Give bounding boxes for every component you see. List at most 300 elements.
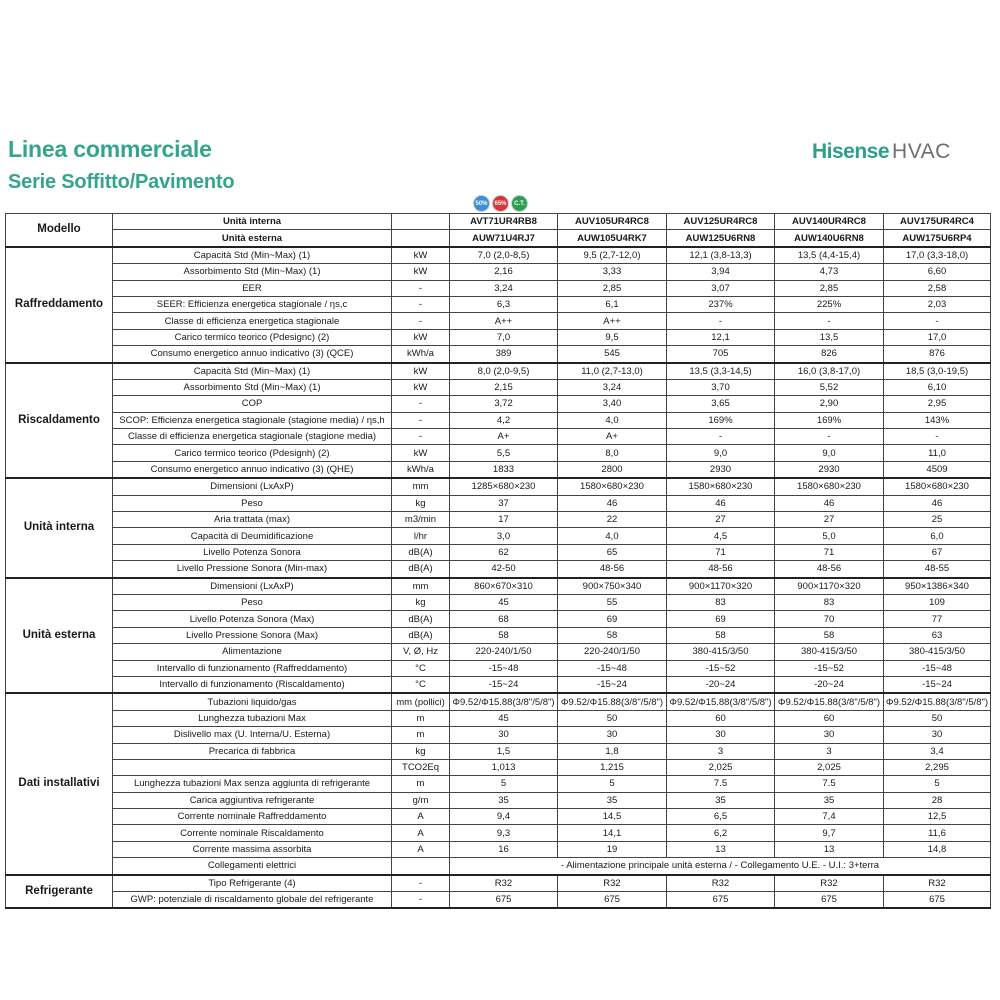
row-unit: °C — [392, 676, 450, 693]
value-cell: 11,0 (2,7-13,0) — [558, 363, 667, 380]
table-row — [6, 379, 991, 395]
value-cell: 900×750×340 — [558, 578, 667, 595]
efficiency-badge: 50% — [473, 195, 490, 212]
value-cell: 3,40 — [558, 396, 667, 412]
efficiency-badge: C.T. — [511, 195, 528, 212]
value-cell: 3,94 — [667, 264, 775, 280]
value-cell: 1,215 — [558, 759, 667, 775]
value-cell: 14,5 — [558, 809, 667, 825]
group-label: Riscaldamento — [6, 363, 113, 479]
value-cell: -15~48 — [884, 660, 991, 676]
header-row-indoor — [6, 214, 991, 230]
row-unit: A — [392, 841, 450, 857]
row-unit: g/m — [392, 792, 450, 808]
value-cell: - — [775, 313, 884, 329]
table-row — [6, 792, 991, 808]
value-cell: 826 — [775, 346, 884, 363]
row-label: Alimentazione — [113, 644, 392, 660]
outdoor-model-name: AUW175U6RP4 — [884, 230, 991, 247]
value-cell: 48-56 — [667, 561, 775, 578]
value-cell: 7,0 (2,0-8,5) — [450, 247, 558, 264]
value-cell: 3,70 — [667, 379, 775, 395]
value-cell: 58 — [450, 627, 558, 643]
value-cell: 5 — [884, 776, 991, 792]
value-cell: 1285×680×230 — [450, 478, 558, 495]
row-unit: - — [392, 313, 450, 329]
value-cell: 30 — [884, 727, 991, 743]
page-title: Linea commerciale — [8, 136, 212, 162]
value-cell: 2,85 — [775, 280, 884, 296]
value-cell: 16,0 (3,8-17,0) — [775, 363, 884, 380]
row-label: Carico termico teorico (Pdesignc) (2) — [113, 329, 392, 345]
row-label: Assorbimento Std (Min~Max) (1) — [113, 379, 392, 395]
table-row — [6, 676, 991, 693]
value-cell: 675 — [450, 892, 558, 909]
table-row — [6, 346, 991, 363]
value-cell: 14,1 — [558, 825, 667, 841]
value-cell: 48-56 — [775, 561, 884, 578]
value-cell: 12,5 — [884, 809, 991, 825]
row-span-value: - Alimentazione principale unità esterna / - Collegamento U.E. - U.I.: 3+terra — [450, 858, 991, 875]
value-cell: 380-415/3/50 — [775, 644, 884, 660]
row-unit: kW — [392, 379, 450, 395]
value-cell: 48-56 — [558, 561, 667, 578]
row-unit: A — [392, 809, 450, 825]
value-cell: 3,72 — [450, 396, 558, 412]
row-unit: kWh/a — [392, 346, 450, 363]
value-cell: 1580×680×230 — [884, 478, 991, 495]
value-cell: 63 — [884, 627, 991, 643]
value-cell: -15~24 — [884, 676, 991, 693]
value-cell: 12,1 (3,8-13,3) — [667, 247, 775, 264]
outdoor-label: Unità esterna — [113, 230, 392, 247]
row-label: Classe di efficienza energetica stagionale — [113, 313, 392, 329]
value-cell: 860×670×310 — [450, 578, 558, 595]
table-row — [6, 858, 991, 875]
value-cell: 7.5 — [775, 776, 884, 792]
value-cell: 35 — [558, 792, 667, 808]
value-cell: 77 — [884, 611, 991, 627]
value-cell: -15~24 — [450, 676, 558, 693]
table-row — [6, 313, 991, 329]
row-label: SCOP: Efficienza energetica stagionale (stagione media) / ηs,h — [113, 412, 392, 428]
value-cell: 13,5 — [775, 329, 884, 345]
value-cell: 69 — [667, 611, 775, 627]
value-cell: 58 — [775, 627, 884, 643]
value-cell: 6,3 — [450, 296, 558, 312]
value-cell: -15~52 — [775, 660, 884, 676]
row-label: Livello Pressione Sonora (Max) — [113, 627, 392, 643]
row-label: Carica aggiuntiva refrigerante — [113, 792, 392, 808]
row-label: Intervallo di funzionamento (Raffreddamento) — [113, 660, 392, 676]
group-label: Refrigerante — [6, 875, 113, 909]
table-row — [6, 544, 991, 560]
value-cell: 3,65 — [667, 396, 775, 412]
table-row — [6, 776, 991, 792]
unit-cell — [392, 230, 450, 247]
indoor-model-name: AUV175UR4RC4 — [884, 214, 991, 230]
value-cell: 675 — [775, 892, 884, 909]
value-cell: 37 — [450, 495, 558, 511]
value-cell: Φ9.52/Φ15.88(3/8"/5/8") — [884, 693, 991, 710]
value-cell: 58 — [667, 627, 775, 643]
value-cell: 2,58 — [884, 280, 991, 296]
value-cell: 35 — [667, 792, 775, 808]
row-label: Capacità di Deumidificazione — [113, 528, 392, 544]
value-cell: 46 — [667, 495, 775, 511]
value-cell: 2,025 — [667, 759, 775, 775]
value-cell: 27 — [667, 512, 775, 528]
value-cell: 9,5 (2,7-12,0) — [558, 247, 667, 264]
value-cell: A+ — [450, 429, 558, 445]
row-label: Assorbimento Std (Min~Max) (1) — [113, 264, 392, 280]
value-cell: 7,4 — [775, 809, 884, 825]
group-label: Raffreddamento — [6, 247, 113, 363]
value-cell: 5,0 — [775, 528, 884, 544]
value-cell: 50 — [884, 710, 991, 726]
value-cell: 6,1 — [558, 296, 667, 312]
row-label: COP — [113, 396, 392, 412]
value-cell: 3 — [775, 743, 884, 759]
value-cell: 6,5 — [667, 809, 775, 825]
value-cell: 9,0 — [775, 445, 884, 461]
row-unit: dB(A) — [392, 611, 450, 627]
value-cell: 60 — [667, 710, 775, 726]
value-cell: 17,0 (3,3-18,0) — [884, 247, 991, 264]
row-label: EER — [113, 280, 392, 296]
table-row — [6, 429, 991, 445]
table-row — [6, 247, 991, 264]
table-row — [6, 644, 991, 660]
table-row — [6, 578, 991, 595]
table-row — [6, 660, 991, 676]
table-row — [6, 611, 991, 627]
row-unit: - — [392, 892, 450, 909]
value-cell: 1,013 — [450, 759, 558, 775]
table-row — [6, 461, 991, 478]
value-cell: 2,025 — [775, 759, 884, 775]
value-cell: 3,0 — [450, 528, 558, 544]
value-cell: 9,7 — [775, 825, 884, 841]
value-cell: 68 — [450, 611, 558, 627]
value-cell: 4,5 — [667, 528, 775, 544]
row-label: Lunghezza tubazioni Max senza aggiunta di refrigerante — [113, 776, 392, 792]
row-label: Consumo energetico annuo indicativo (3) (QHE) — [113, 461, 392, 478]
table-row — [6, 627, 991, 643]
table-row — [6, 280, 991, 296]
outdoor-model-name: AUW140U6RN8 — [775, 230, 884, 247]
value-cell: 2,85 — [558, 280, 667, 296]
hisense-hvac-logo — [812, 140, 951, 164]
value-cell: 2,03 — [884, 296, 991, 312]
value-cell: 5 — [558, 776, 667, 792]
unit-cell — [392, 214, 450, 230]
indoor-model-name: AUV105UR4RC8 — [558, 214, 667, 230]
value-cell: 237% — [667, 296, 775, 312]
row-label: Collegamenti elettrici — [113, 858, 392, 875]
value-cell: 3,33 — [558, 264, 667, 280]
value-cell: 1,5 — [450, 743, 558, 759]
row-label: GWP: potenziale di riscaldamento globale del refrigerante — [113, 892, 392, 909]
value-cell: 28 — [884, 792, 991, 808]
value-cell: 1833 — [450, 461, 558, 478]
value-cell: 380-415/3/50 — [884, 644, 991, 660]
value-cell: 22 — [558, 512, 667, 528]
row-unit: dB(A) — [392, 627, 450, 643]
value-cell: 5,5 — [450, 445, 558, 461]
value-cell: -20~24 — [775, 676, 884, 693]
table-row — [6, 296, 991, 312]
row-unit: mm (pollici) — [392, 693, 450, 710]
value-cell: 42-50 — [450, 561, 558, 578]
value-cell: 9,5 — [558, 329, 667, 345]
row-label: Corrente nominale Riscaldamento — [113, 825, 392, 841]
row-label: Consumo energetico annuo indicativo (3) (QCE) — [113, 346, 392, 363]
row-label: Peso — [113, 495, 392, 511]
value-cell: 35 — [775, 792, 884, 808]
row-label — [113, 759, 392, 775]
value-cell: 900×1170×320 — [775, 578, 884, 595]
row-unit: dB(A) — [392, 561, 450, 578]
value-cell: 4,0 — [558, 412, 667, 428]
value-cell: 2,295 — [884, 759, 991, 775]
table-row — [6, 727, 991, 743]
outdoor-model-name: AUW71U4RJ7 — [450, 230, 558, 247]
value-cell: -20~24 — [667, 676, 775, 693]
value-cell: -15~48 — [558, 660, 667, 676]
group-label: Unità esterna — [6, 578, 113, 694]
row-label: Peso — [113, 594, 392, 610]
row-label: Precarica di fabbrica — [113, 743, 392, 759]
value-cell: 2,16 — [450, 264, 558, 280]
value-cell: 950×1386×340 — [884, 578, 991, 595]
row-unit: - — [392, 296, 450, 312]
value-cell: 1,8 — [558, 743, 667, 759]
value-cell: 2,90 — [775, 396, 884, 412]
indoor-model-name: AUV140UR4RC8 — [775, 214, 884, 230]
row-unit: kg — [392, 594, 450, 610]
table-row — [6, 512, 991, 528]
value-cell: 30 — [667, 727, 775, 743]
value-cell: 13 — [667, 841, 775, 857]
value-cell: 60 — [775, 710, 884, 726]
value-cell: 220-240/1/50 — [558, 644, 667, 660]
table-row — [6, 561, 991, 578]
row-unit: - — [392, 875, 450, 892]
value-cell: 13 — [775, 841, 884, 857]
value-cell: 9,0 — [667, 445, 775, 461]
value-cell: R32 — [775, 875, 884, 892]
value-cell: 65 — [558, 544, 667, 560]
table-row — [6, 495, 991, 511]
value-cell: 2,15 — [450, 379, 558, 395]
value-cell: 169% — [775, 412, 884, 428]
row-unit: A — [392, 825, 450, 841]
value-cell: 675 — [558, 892, 667, 909]
value-cell: 900×1170×320 — [667, 578, 775, 595]
value-cell: 143% — [884, 412, 991, 428]
efficiency-badge: 65% — [492, 195, 509, 212]
value-cell: 3,24 — [450, 280, 558, 296]
row-unit: kg — [392, 743, 450, 759]
value-cell: 30 — [450, 727, 558, 743]
value-cell: 3 — [667, 743, 775, 759]
value-cell: - — [775, 429, 884, 445]
value-cell: 5 — [450, 776, 558, 792]
row-unit: mm — [392, 478, 450, 495]
value-cell: 12,1 — [667, 329, 775, 345]
value-cell: 3,07 — [667, 280, 775, 296]
value-cell: 14,8 — [884, 841, 991, 857]
value-cell: 35 — [450, 792, 558, 808]
value-cell: 30 — [775, 727, 884, 743]
value-cell: 876 — [884, 346, 991, 363]
table-row — [6, 412, 991, 428]
table-row — [6, 743, 991, 759]
value-cell: 83 — [667, 594, 775, 610]
row-unit: dB(A) — [392, 544, 450, 560]
row-label: Aria trattata (max) — [113, 512, 392, 528]
table-row — [6, 478, 991, 495]
value-cell: 6,2 — [667, 825, 775, 841]
value-cell: 25 — [884, 512, 991, 528]
row-label: Livello Potenza Sonora (Max) — [113, 611, 392, 627]
row-unit: l/hr — [392, 528, 450, 544]
efficiency-badges — [473, 195, 528, 212]
row-label: SEER: Efficienza energetica stagionale / ηs,c — [113, 296, 392, 312]
value-cell: 13,5 (3,3-14,5) — [667, 363, 775, 380]
value-cell: 169% — [667, 412, 775, 428]
indoor-model-name: AUV125UR4RC8 — [667, 214, 775, 230]
row-label: Dimensioni (LxAxP) — [113, 478, 392, 495]
row-unit: kg — [392, 495, 450, 511]
row-unit: kW — [392, 329, 450, 345]
table-row — [6, 445, 991, 461]
value-cell: 1580×680×230 — [775, 478, 884, 495]
value-cell: 69 — [558, 611, 667, 627]
logo-suffix: HVAC — [892, 140, 951, 163]
value-cell: 4,2 — [450, 412, 558, 428]
value-cell: 83 — [775, 594, 884, 610]
value-cell: 225% — [775, 296, 884, 312]
value-cell: 16 — [450, 841, 558, 857]
header-row-outdoor — [6, 230, 991, 247]
value-cell: 45 — [450, 594, 558, 610]
value-cell: 45 — [450, 710, 558, 726]
value-cell: 220-240/1/50 — [450, 644, 558, 660]
value-cell: 4,0 — [558, 528, 667, 544]
table-row — [6, 528, 991, 544]
indoor-model-name: AVT71UR4RB8 — [450, 214, 558, 230]
value-cell: Φ9.52/Φ15.88(3/8"/5/8") — [667, 693, 775, 710]
table-row — [6, 759, 991, 775]
value-cell: 1580×680×230 — [667, 478, 775, 495]
value-cell: 6,60 — [884, 264, 991, 280]
table-row — [6, 594, 991, 610]
outdoor-model-name: AUW105U4RK7 — [558, 230, 667, 247]
value-cell: A++ — [558, 313, 667, 329]
value-cell: R32 — [450, 875, 558, 892]
value-cell: 109 — [884, 594, 991, 610]
value-cell: 11,0 — [884, 445, 991, 461]
value-cell: 2930 — [667, 461, 775, 478]
value-cell: 3,24 — [558, 379, 667, 395]
value-cell: 48-55 — [884, 561, 991, 578]
row-label: Tipo Refrigerante (4) — [113, 875, 392, 892]
value-cell: - — [667, 429, 775, 445]
value-cell: 11,6 — [884, 825, 991, 841]
table-row — [6, 693, 991, 710]
value-cell: -15~48 — [450, 660, 558, 676]
value-cell: Φ9.52/Φ15.88(3/8"/5/8") — [558, 693, 667, 710]
value-cell: 13,5 (4,4-15,4) — [775, 247, 884, 264]
row-label: Corrente nominale Raffreddamento — [113, 809, 392, 825]
value-cell: 17,0 — [884, 329, 991, 345]
row-unit: - — [392, 429, 450, 445]
indoor-label: Unità interna — [113, 214, 392, 230]
value-cell: R32 — [558, 875, 667, 892]
page-subtitle: Serie Soffitto/Pavimento — [8, 171, 235, 193]
value-cell: 50 — [558, 710, 667, 726]
value-cell: 8,0 (2,0-9,5) — [450, 363, 558, 380]
value-cell: 19 — [558, 841, 667, 857]
row-label: Capacità Std (Min~Max) (1) — [113, 363, 392, 380]
value-cell: 71 — [667, 544, 775, 560]
row-label: Tubazioni liquido/gas — [113, 693, 392, 710]
row-unit: - — [392, 412, 450, 428]
value-cell: 4509 — [884, 461, 991, 478]
value-cell: A+ — [558, 429, 667, 445]
value-cell: 46 — [884, 495, 991, 511]
value-cell: 6,0 — [884, 528, 991, 544]
value-cell: -15~52 — [667, 660, 775, 676]
table-row — [6, 841, 991, 857]
row-unit — [392, 858, 450, 875]
table-row — [6, 264, 991, 280]
value-cell: 3,4 — [884, 743, 991, 759]
table-row — [6, 396, 991, 412]
value-cell: 4,73 — [775, 264, 884, 280]
value-cell: 9,4 — [450, 809, 558, 825]
value-cell: R32 — [884, 875, 991, 892]
value-cell: 58 — [558, 627, 667, 643]
table-row — [6, 892, 991, 909]
group-label: Dati installativi — [6, 693, 113, 874]
row-unit: mm — [392, 578, 450, 595]
row-label: Corrente massima assorbita — [113, 841, 392, 857]
value-cell: 17 — [450, 512, 558, 528]
value-cell: 7,0 — [450, 329, 558, 345]
row-unit: - — [392, 280, 450, 296]
value-cell: 705 — [667, 346, 775, 363]
value-cell: 27 — [775, 512, 884, 528]
value-cell: 380-415/3/50 — [667, 644, 775, 660]
row-label: Capacità Std (Min~Max) (1) — [113, 247, 392, 264]
value-cell: 545 — [558, 346, 667, 363]
row-unit: m3/min — [392, 512, 450, 528]
row-unit: °C — [392, 660, 450, 676]
value-cell: 71 — [775, 544, 884, 560]
value-cell: 67 — [884, 544, 991, 560]
row-label: Lunghezza tubazioni Max — [113, 710, 392, 726]
row-label: Dimensioni (LxAxP) — [113, 578, 392, 595]
row-label: Intervallo di funzionamento (Riscaldamento) — [113, 676, 392, 693]
value-cell: - — [884, 429, 991, 445]
value-cell: 30 — [558, 727, 667, 743]
row-label: Livello Potenza Sonora — [113, 544, 392, 560]
outdoor-model-name: AUW125U6RN8 — [667, 230, 775, 247]
value-cell: 46 — [775, 495, 884, 511]
